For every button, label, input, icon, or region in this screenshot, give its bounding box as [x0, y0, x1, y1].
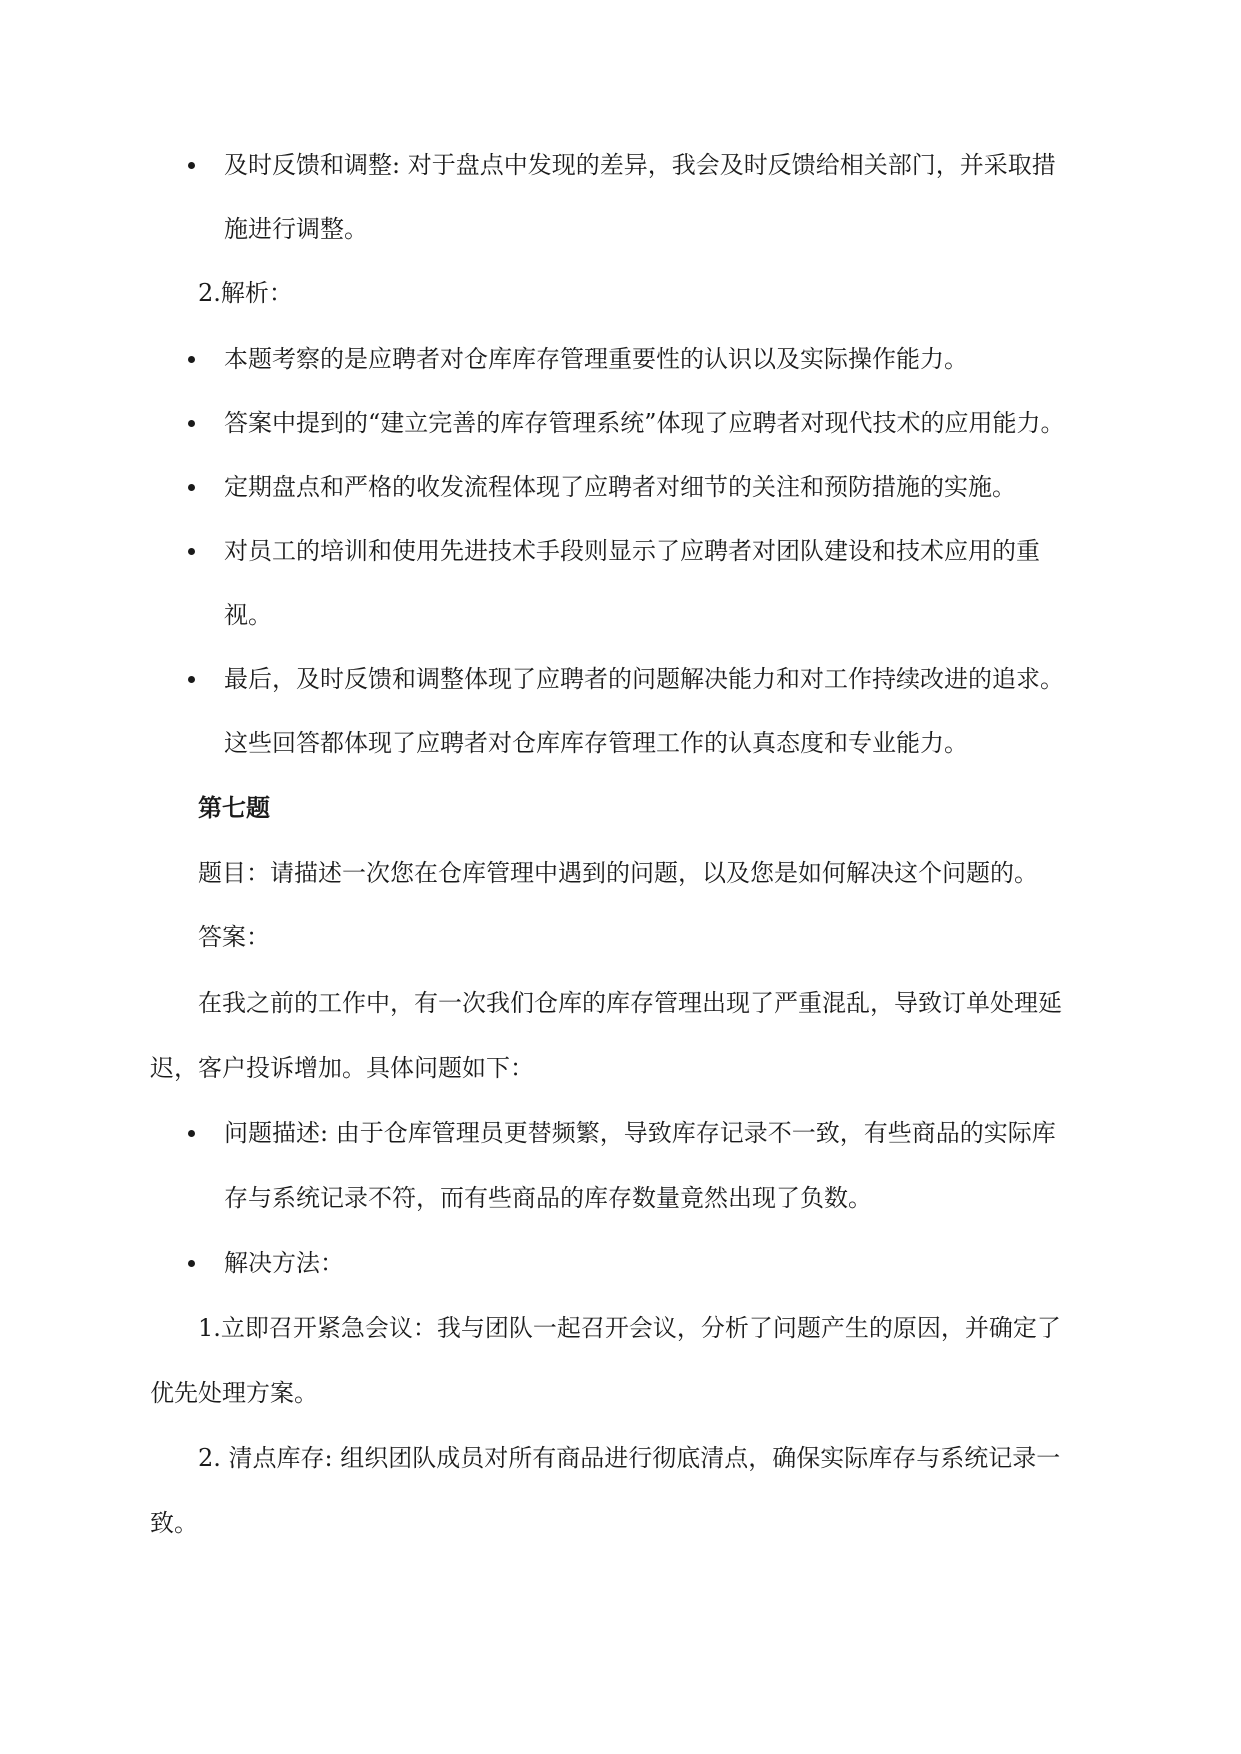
- bullet-marker: [188, 356, 195, 363]
- problem-description: 问题描述: 由于仓库管理员更替频繁，导致库存记录不一致，有些商品的实际库: [224, 1119, 1056, 1147]
- bullet-marker: [188, 1130, 195, 1137]
- question-heading: 第七题: [198, 793, 270, 822]
- answer-paragraph-continuation: 迟，客户投诉增加。具体问题如下：: [150, 1054, 534, 1082]
- answer-label: 答案：: [198, 923, 270, 951]
- analysis-item: 本题考察的是应聘者对仓库库存管理重要性的认识以及实际操作能力。: [224, 345, 968, 373]
- solution-step-continuation: 致。: [150, 1509, 198, 1537]
- bullet-marker: [188, 420, 195, 427]
- analysis-item: 答案中提到的“建立完善的库存管理系统”体现了应聘者对现代技术的应用能力。: [224, 409, 1065, 437]
- bullet-marker: [188, 484, 195, 491]
- method-label: 解决方法：: [224, 1249, 344, 1277]
- analysis-item-continuation: 视。: [224, 601, 272, 629]
- bullet-marker: [188, 548, 195, 555]
- problem-description-continuation: 存与系统记录不符，而有些商品的库存数量竟然出现了负数。: [224, 1184, 872, 1212]
- analysis-item: 对员工的培训和使用先进技术手段则显示了应聘者对团队建设和技术应用的重: [224, 537, 1040, 565]
- analysis-conclusion: 这些回答都体现了应聘者对仓库库存管理工作的认真态度和专业能力。: [224, 729, 968, 757]
- bullet-text: 及时反馈和调整: 对于盘点中发现的差异，我会及时反馈给相关部门，并采取措: [224, 151, 1056, 179]
- answer-paragraph: 在我之前的工作中，有一次我们仓库的库存管理出现了严重混乱，导致订单处理延: [198, 989, 1062, 1017]
- bullet-text-continuation: 施进行调整。: [224, 215, 368, 243]
- solution-step-continuation: 优先处理方案。: [150, 1379, 318, 1407]
- bullet-marker: [188, 162, 195, 169]
- analysis-item: 定期盘点和严格的收发流程体现了应聘者对细节的关注和预防措施的实施。: [224, 473, 1016, 501]
- analysis-item: 最后，及时反馈和调整体现了应聘者的问题解决能力和对工作持续改进的追求。: [224, 665, 1064, 693]
- question-text: 题目：请描述一次您在仓库管理中遇到的问题，以及您是如何解决这个问题的。: [198, 859, 1038, 887]
- analysis-label: 2.解析：: [198, 279, 293, 307]
- bullet-marker: [188, 1260, 195, 1267]
- solution-step: 1.立即召开紧急会议：我与团队一起召开会议，分析了问题产生的原因，并确定了: [198, 1314, 1061, 1342]
- solution-step: 2. 清点库存: 组织团队成员对所有商品进行彻底清点，确保实际库存与系统记录一: [198, 1444, 1061, 1472]
- bullet-marker: [188, 676, 195, 683]
